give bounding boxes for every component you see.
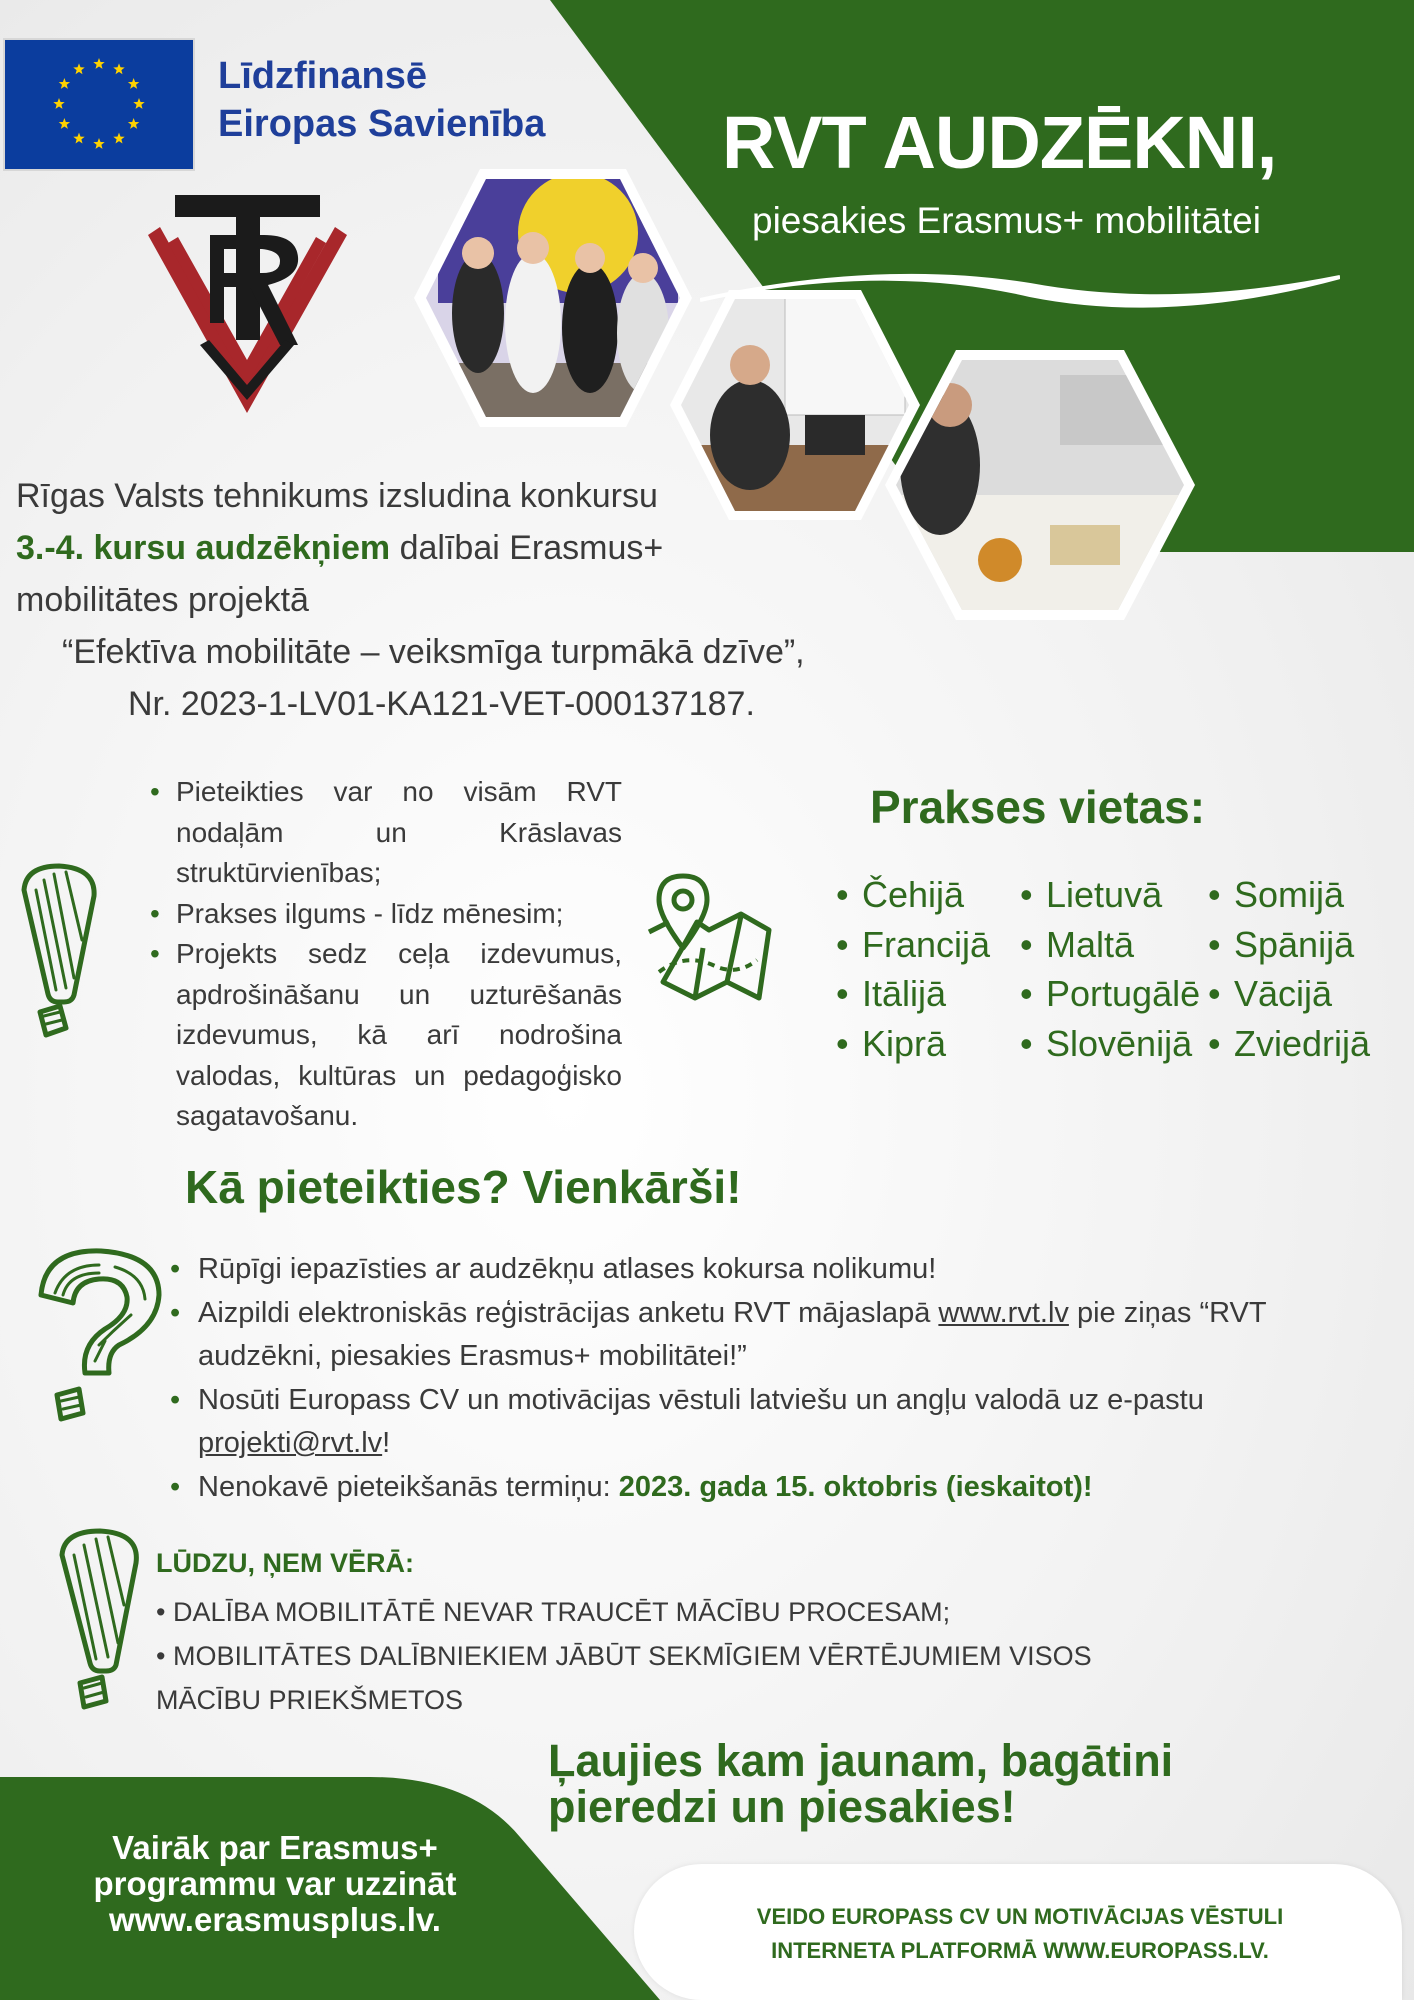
intro-line-1: Rīgas Valsts tehnikums izsludina konkursu [16,477,658,515]
exclamation-icon [50,1525,150,1720]
country-item: • Portugālē [1046,969,1200,1019]
eu-star [73,133,84,144]
eu-cofunded-label [218,52,545,148]
exclamation-icon [14,860,104,1050]
eu-star [93,58,104,69]
project-number: Nr. 2023-1-LV01-KA121-VET-000137187. [128,685,755,723]
step-2-text-end: pie ziņas “RVT audzēkni, piesakies Erasmus+ mobilitātei!” [198,1296,1267,1372]
intro-paragraph [16,470,876,730]
note-line: • MOBILITĀTES DALĪBNIEKIEM JĀBŪT SEKMĪGIEM VĒRTĒJUMIEM VISOS MĀCĪBU PRIEKŠMETOS [156,1641,1092,1715]
eu-star [113,133,124,144]
photo-workshop-hexagon [880,345,1200,625]
more-info-text [40,1830,510,1938]
rvt-website-link[interactable]: www.rvt.lv [938,1296,1069,1329]
country-item: • Maltā [1046,920,1200,970]
step-3-text: Nosūti Europass CV un motivācijas vēstuli latviešu un angļu valodā uz e-pastu [198,1383,1204,1416]
eu-star [59,78,70,89]
country-column-2 [1046,870,1200,1068]
note-title: LŪDZU, ŅEM VĒRĀ: [156,1548,414,1578]
note-line: • DALĪBA MOBILITĀTĒ NEVAR TRAUCĒT MĀCĪBU PROCESAM; [156,1597,951,1627]
step-2-text: Aizpildi elektroniskās reģistrācijas anketu RVT mājaslapā [198,1296,939,1329]
step-4-text: Nenokavē pieteikšanās termiņu: [198,1470,619,1503]
intro-line-2 [16,522,876,574]
country-item: • Vācijā [1234,969,1370,1019]
eu-star [53,98,64,109]
step-2 [198,1292,1338,1379]
step-4 [198,1466,1338,1510]
howto-title: Kā pieteikties? Vienkārši! [185,1161,742,1213]
rvt-logo [140,195,355,415]
intro-line-2-rest: dalībai Erasmus+ [390,529,664,567]
projects-email-link[interactable]: projekti@rvt.lv [198,1427,383,1459]
country-item: • Slovēnijā [1046,1019,1200,1069]
more-info-line-1: Vairāk par Erasmus+ [112,1829,438,1866]
eu-star [128,78,139,89]
step-3 [198,1379,1338,1466]
europass-line-1: VEIDO EUROPASS CV UN MOTIVĀCIJAS VĒSTULI [756,1904,1284,1929]
step-1: • Rūpīgi iepazīsties ar audzēkņu atlases kokursa nolikumu! [198,1248,1338,1292]
country-item: • Lietuvā [1046,870,1200,920]
country-column-1 [862,870,990,1068]
country-column-3 [1234,870,1370,1068]
deadline: 2023. gada 15. oktobris (ieskaitot)! [618,1470,1093,1503]
requirement-item: • Pieteikties var no visām RVT nodaļām un Krāslavas struktūrvienības; [176,772,622,894]
eu-line-2: Eiropas Savienība [218,103,546,145]
subheadline: piesakies Erasmus+ mobilitātei [752,200,1261,241]
country-item: • Zviedrijā [1234,1019,1370,1069]
eu-star [59,118,70,129]
eu-flag-icon [3,38,195,171]
question-icon [35,1245,165,1435]
requirement-item: • Projekts sedz ceļa izdevumus, apdrošināšanu un uzturēšanās izdevumus, kā arī nodrošina valodas, kultūras un pedagoģisko sagatavošanu. [176,934,622,1137]
eu-star [93,138,104,149]
intro-target-group: 3.-4. kursu audzēkņiem [16,529,391,567]
note-lines [156,1590,1196,1722]
eu-line-1: Līdzfinansē [218,55,428,97]
country-item: • Francijā [862,920,990,970]
erasmusplus-link[interactable]: www.erasmusplus.lv. [109,1901,441,1938]
more-info-line-2: programmu var uzzināt [93,1865,457,1902]
europass-callout-text [700,1900,1340,1968]
project-title: “Efektīva mobilitāte – veiksmīga turpmākā dzīve”, [62,633,805,671]
practice-title: Prakses vietas: [870,781,1206,833]
eu-star [133,98,144,109]
country-item: • Itālijā [862,969,990,1019]
intro-line-3: mobilitātes projektā [16,581,309,619]
eu-star [128,118,139,129]
country-item: • Kiprā [862,1019,990,1069]
application-steps [198,1248,1338,1509]
map-pin-icon [645,872,773,1002]
requirement-item: • Prakses ilgums - līdz mēnesim; [176,894,622,935]
requirements-list [176,772,622,1137]
photo-students-hexagon [408,163,698,433]
slogan: Ļaujies kam jaunam, bagātini pieredzi un piesakies! [548,1735,1174,1832]
country-item: • Somijā [1234,870,1370,920]
eu-star [113,63,124,74]
headline: RVT AUDZĒKNI, [722,101,1277,184]
europass-line-2[interactable]: INTERNETA PLATFORMĀ WWW.EUROPASS.LV. [771,1938,1269,1963]
step-3-text-end: ! [382,1427,391,1459]
eu-star [73,63,84,74]
country-item: • Čehijā [862,870,990,920]
country-item: • Spānijā [1234,920,1370,970]
